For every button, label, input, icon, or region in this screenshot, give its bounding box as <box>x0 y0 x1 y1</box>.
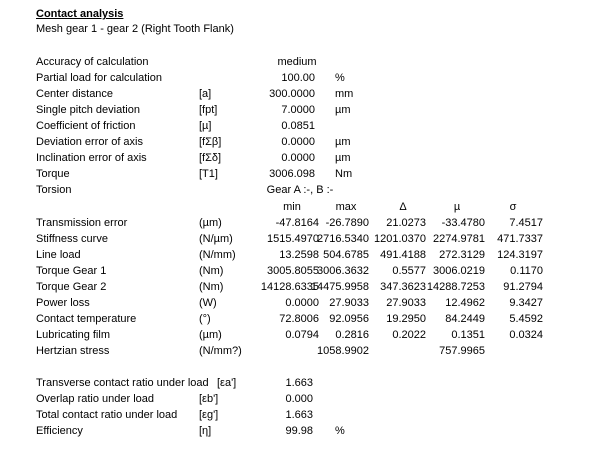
table-row-unit: (°) <box>199 313 211 325</box>
param-label: Torsion <box>36 184 72 196</box>
table-cell: 14288.7253 <box>426 281 485 293</box>
param-unit: µm <box>335 104 351 116</box>
param-label: Inclination error of axis <box>36 152 147 164</box>
table-cell: 0.5577 <box>392 265 426 277</box>
ratio-value: 0.000 <box>285 393 313 405</box>
param-value: 0.0000 <box>281 152 315 164</box>
table-cell: 2274.9781 <box>433 233 485 245</box>
param-symbol: [µ] <box>199 120 212 132</box>
param-unit: % <box>335 72 345 84</box>
table-cell: 0.2816 <box>335 329 369 341</box>
ratio-label: Total contact ratio under load <box>36 409 178 421</box>
table-row-label: Torque Gear 1 <box>36 265 107 277</box>
table-header-1: max <box>335 201 357 213</box>
table-row-unit: (W) <box>199 297 217 309</box>
param-symbol: [a] <box>199 88 212 100</box>
table-cell: 72.8006 <box>279 313 319 325</box>
ratio-value: 99.98 <box>285 425 313 437</box>
table-cell: 91.2794 <box>503 281 543 293</box>
table-cell: 757.9965 <box>439 345 485 357</box>
table-cell: 19.2950 <box>386 313 426 325</box>
table-row-unit: (µm) <box>199 329 222 341</box>
table-row-label: Torque Gear 2 <box>36 281 107 293</box>
ratio-label: Overlap ratio under load <box>36 393 155 405</box>
param-label: Torque <box>36 168 70 180</box>
ratio-value: 1.663 <box>285 409 313 421</box>
table-cell: -33.4780 <box>441 217 485 229</box>
table-row-label: Hertzian stress <box>36 345 110 357</box>
table-header-0: min <box>283 201 301 213</box>
param-value: medium <box>277 56 317 68</box>
table-cell: -47.8164 <box>275 217 319 229</box>
param-label: Single pitch deviation <box>36 104 140 116</box>
report-subtitle: Mesh gear 1 - gear 2 (Right Tooth Flank) <box>36 23 234 35</box>
table-row-label: Line load <box>36 249 81 261</box>
table-row-label: Transmission error <box>36 217 128 229</box>
ratio-symbol: [εb'] <box>199 393 219 405</box>
table-row-unit: (N/mm) <box>199 249 236 261</box>
table-row-label: Lubricating film <box>36 329 110 341</box>
table-cell: 3006.0219 <box>433 265 485 277</box>
table-cell: 471.7337 <box>497 233 543 245</box>
table-cell: 12.4962 <box>445 297 485 309</box>
table-header-3: µ <box>453 201 461 213</box>
param-symbol: [fΣδ] <box>199 152 222 164</box>
table-cell: -26.7890 <box>325 217 369 229</box>
param-label: Center distance <box>36 88 114 100</box>
table-row-label: Stiffness curve <box>36 233 108 245</box>
param-label: Accuracy of calculation <box>36 56 149 68</box>
table-cell: 3005.8055 <box>267 265 319 277</box>
table-cell: 0.1170 <box>510 265 543 277</box>
param-symbol: [fpt] <box>199 104 218 116</box>
table-cell: 9.3427 <box>509 297 543 309</box>
table-cell: 27.9033 <box>329 297 369 309</box>
ratio-symbol: [εg'] <box>199 409 219 421</box>
table-cell: 0.0000 <box>285 297 319 309</box>
param-value: Gear A :-, B :- <box>266 184 334 196</box>
table-cell: 21.0273 <box>386 217 426 229</box>
table-header-2: Δ <box>399 201 407 213</box>
table-cell: 124.3197 <box>497 249 543 261</box>
ratio-label: Transverse contact ratio under load <box>36 377 209 389</box>
table-cell: 14475.9958 <box>310 281 369 293</box>
table-cell: 5.4592 <box>509 313 543 325</box>
ratio-value: 1.663 <box>285 377 313 389</box>
param-label: Coefficient of friction <box>36 120 136 132</box>
table-cell: 92.0956 <box>329 313 369 325</box>
param-value: 0.0851 <box>281 120 315 132</box>
param-value: 0.0000 <box>281 136 315 148</box>
param-label: Partial load for calculation <box>36 72 162 84</box>
table-cell: 27.9033 <box>386 297 426 309</box>
table-row-label: Power loss <box>36 297 90 309</box>
table-row-unit: (µm) <box>199 217 222 229</box>
param-symbol: [T1] <box>199 168 218 180</box>
table-cell: 7.4517 <box>509 217 543 229</box>
table-cell: 504.6785 <box>323 249 369 261</box>
param-label: Deviation error of axis <box>36 136 143 148</box>
param-value: 3006.098 <box>269 168 315 180</box>
table-row-label: Contact temperature <box>36 313 137 325</box>
param-unit: Nm <box>335 168 353 180</box>
table-cell: 14128.6335 <box>260 281 319 293</box>
param-value: 300.0000 <box>269 88 315 100</box>
table-cell: 1058.9902 <box>317 345 369 357</box>
ratio-unit: % <box>335 425 345 437</box>
table-cell: 84.2449 <box>445 313 485 325</box>
table-cell: 0.0324 <box>509 329 543 341</box>
table-cell: 3006.3632 <box>317 265 369 277</box>
table-cell: 0.1351 <box>451 329 485 341</box>
table-cell: 1515.4970 <box>267 233 319 245</box>
param-value: 100.00 <box>281 72 315 84</box>
table-cell: 272.3129 <box>439 249 485 261</box>
table-cell: 13.2598 <box>279 249 319 261</box>
param-symbol: [fΣβ] <box>199 136 222 148</box>
table-cell: 2716.5340 <box>317 233 369 245</box>
table-cell: 0.2022 <box>392 329 426 341</box>
table-header-4: σ <box>509 201 517 213</box>
param-unit: µm <box>335 152 351 164</box>
table-row-unit: (N/µm) <box>199 233 233 245</box>
table-row-unit: (Nm) <box>199 265 224 277</box>
report-title: Contact analysis <box>36 8 124 20</box>
table-row-unit: (Nm) <box>199 281 224 293</box>
param-unit: mm <box>335 88 354 100</box>
ratio-symbol: [εa'] <box>217 377 237 389</box>
ratio-label: Efficiency <box>36 425 83 437</box>
table-cell: 1201.0370 <box>374 233 426 245</box>
table-cell: 491.4188 <box>380 249 426 261</box>
table-row-unit: (N/mm?) <box>199 345 242 357</box>
ratio-symbol: [η] <box>199 425 212 437</box>
param-value: 7.0000 <box>281 104 315 116</box>
table-cell: 0.0794 <box>285 329 319 341</box>
table-cell: 347.3623 <box>380 281 426 293</box>
param-unit: µm <box>335 136 351 148</box>
